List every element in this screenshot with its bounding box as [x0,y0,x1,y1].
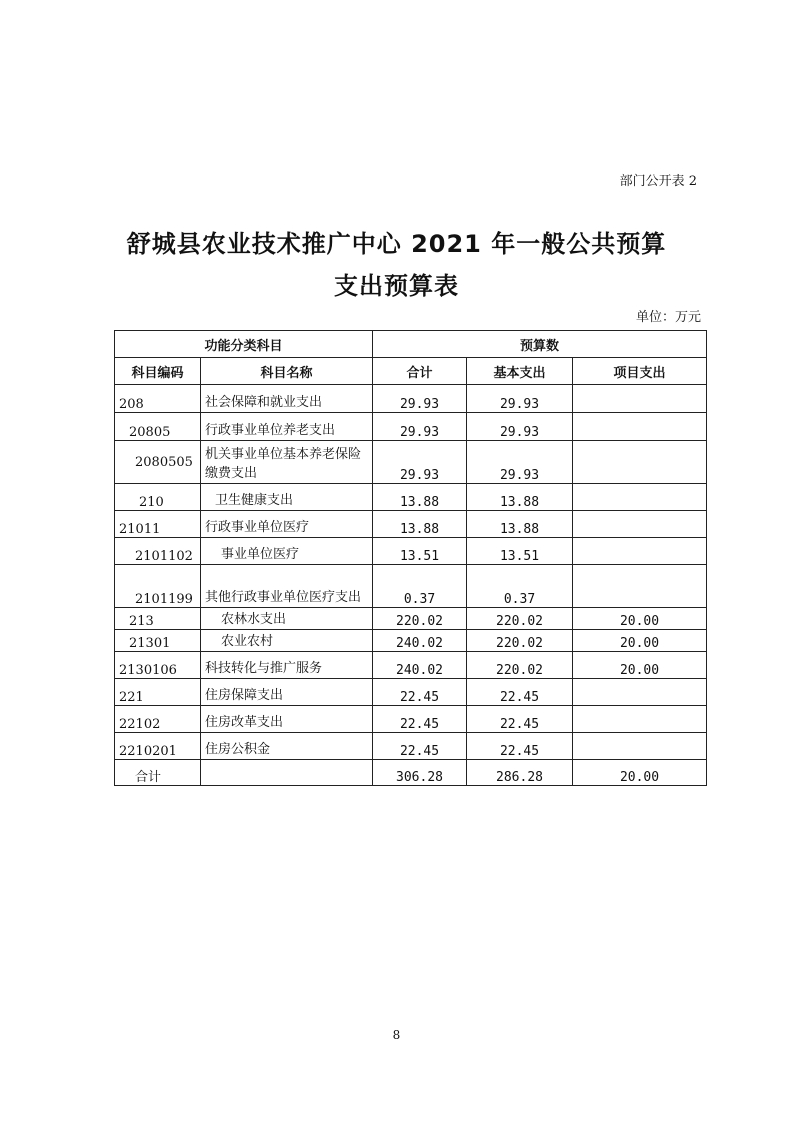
table-row [115,565,707,608]
row-name: 社会保障和就业支出 [201,385,373,413]
header-name: 科目名称 [201,358,373,385]
row-code: 22102 [115,706,201,733]
row-project: 20.00 [573,630,707,652]
table-row [115,630,707,652]
row-code: 2080505 [115,441,201,484]
row-total: 240.02 [373,630,467,652]
table-row [115,706,707,733]
row-code: 213 [115,608,201,630]
row-project [573,538,707,565]
row-total: 240.02 [373,652,467,679]
budget-table [114,330,707,786]
header-functional-classification: 功能分类科目 [115,331,373,358]
row-code: 2101199 [115,565,201,608]
row-project [573,706,707,733]
row-name: 住房改革支出 [201,706,373,733]
row-code: 2101102 [115,538,201,565]
page-subtitle: 支出预算表 [334,272,459,300]
unit-label: 单位：万元 [635,310,701,325]
row-name: 住房保障支出 [201,679,373,706]
row-basic: 13.51 [467,538,573,565]
row-total: 29.93 [373,413,467,441]
page-title: 舒城县农业技术推广中心 2021 年一般公共预算 [126,230,667,258]
row-basic: 220.02 [467,652,573,679]
row-name: 住房公积金 [201,733,373,760]
row-code: 2130106 [115,652,201,679]
total-row [115,760,707,786]
row-total: 13.88 [373,484,467,511]
header-total: 合计 [373,358,467,385]
row-basic: 220.02 [467,630,573,652]
row-basic: 29.93 [467,413,573,441]
header-budget-amount: 预算数 [373,331,707,358]
row-total: 22.45 [373,733,467,760]
row-total: 22.45 [373,679,467,706]
row-basic: 0.37 [467,565,573,608]
row-total: 0.37 [373,565,467,608]
row-project: 20.00 [573,608,707,630]
row-name: 科技转化与推广服务 [201,652,373,679]
row-name: 事业单位医疗 [201,538,373,565]
row-project [573,441,707,484]
row-code: 208 [115,385,201,413]
table-row [115,413,707,441]
table-row [115,385,707,413]
row-basic: 22.45 [467,733,573,760]
row-name: 农业农村 [201,630,373,652]
form-number: 部门公开表 2 [619,174,697,189]
total-sum: 306.28 [373,760,467,786]
row-basic: 22.45 [467,706,573,733]
row-project [573,484,707,511]
row-project [573,733,707,760]
row-total: 220.02 [373,608,467,630]
row-name: 行政事业单位医疗 [201,511,373,538]
row-project [573,679,707,706]
table-row [115,652,707,679]
row-project [573,511,707,538]
row-total: 13.51 [373,538,467,565]
table-row [115,511,707,538]
row-project [573,413,707,441]
row-code: 20805 [115,413,201,441]
row-name: 行政事业单位养老支出 [201,413,373,441]
row-code: 210 [115,484,201,511]
table-row [115,608,707,630]
header-column-row [115,358,707,385]
row-basic: 13.88 [467,511,573,538]
row-code: 21301 [115,630,201,652]
row-name: 其他行政事业单位医疗支出 [201,565,373,608]
table-row [115,679,707,706]
row-basic: 22.45 [467,679,573,706]
row-total: 29.93 [373,385,467,413]
total-name [201,760,373,786]
row-code: 221 [115,679,201,706]
row-code: 2210201 [115,733,201,760]
row-basic: 29.93 [467,441,573,484]
row-basic: 220.02 [467,608,573,630]
row-project: 20.00 [573,652,707,679]
header-project: 项目支出 [573,358,707,385]
header-code: 科目编码 [115,358,201,385]
row-total: 22.45 [373,706,467,733]
table-row [115,484,707,511]
table-row [115,538,707,565]
table-row [115,733,707,760]
row-name: 卫生健康支出 [201,484,373,511]
row-project [573,565,707,608]
row-basic: 13.88 [467,484,573,511]
header-group-row [115,331,707,358]
total-basic: 286.28 [467,760,573,786]
row-total: 13.88 [373,511,467,538]
row-total: 29.93 [373,441,467,484]
page-number: 8 [392,1028,401,1042]
row-name: 农林水支出 [201,608,373,630]
row-basic: 29.93 [467,385,573,413]
table-row [115,441,707,484]
row-project [573,385,707,413]
row-code: 21011 [115,511,201,538]
header-basic: 基本支出 [467,358,573,385]
row-name: 机关事业单位基本养老保险缴费支出 [201,441,373,484]
total-project: 20.00 [573,760,707,786]
total-label: 合计 [115,760,201,786]
